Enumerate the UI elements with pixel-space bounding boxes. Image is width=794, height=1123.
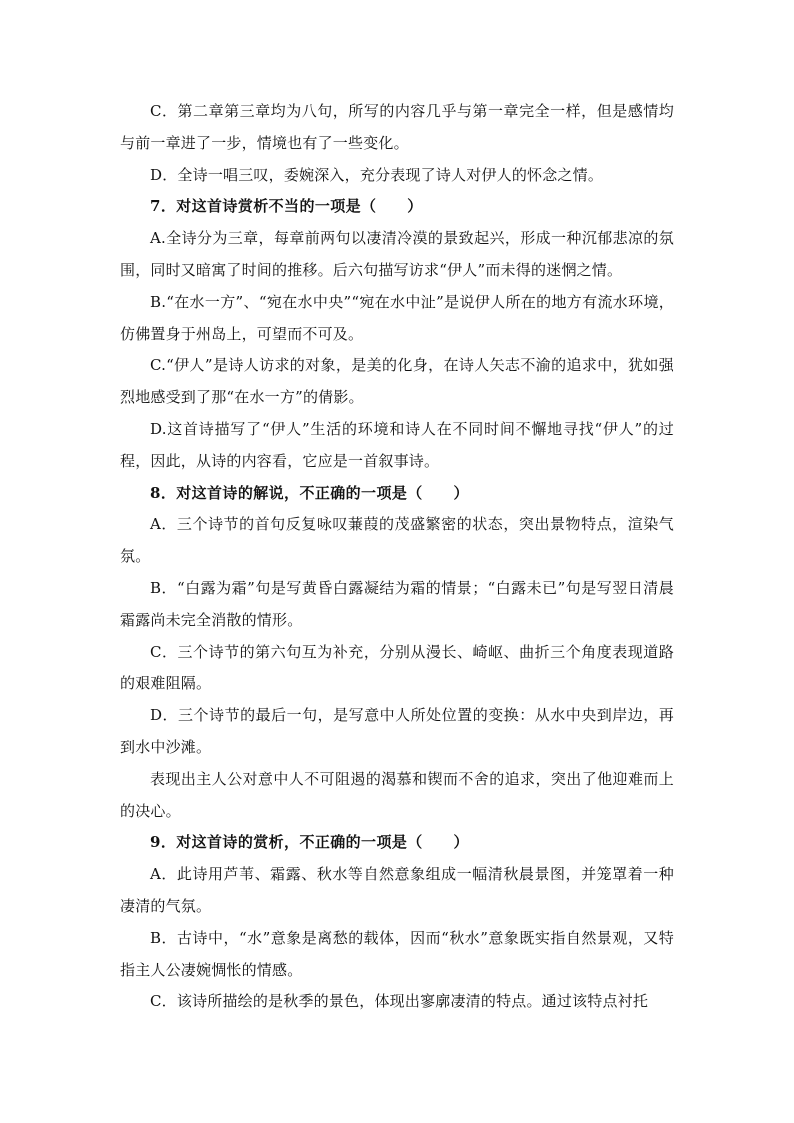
q7-option-d: D.这首诗描写了“伊人”生活的环境和诗人在不同时间不懈地寻找“伊人”的过程，因此，从诗的内容看，它应是一首叙事诗。 (120, 419, 674, 470)
document-body (120, 96, 674, 1018)
q8-option-d-continued: 表现出主人公对意中人不可阻遏的渴慕和锲而不舍的追求，突出了他迎难而上的决心。 (120, 769, 674, 820)
option-d-line: D．全诗一唱三叹，委婉深入，充分表现了诗人对伊人的怀念之情。 (150, 165, 604, 184)
q8-option-a: A．三个诗节的首句反复咏叹蒹葭的茂盛繁密的状态，突出景物特点，渲染气氛。 (120, 515, 674, 566)
question-9: 9．对这首诗的赏析，不正确的一项是（ ） (150, 833, 469, 852)
q9-option-c: C．该诗所描绘的是秋季的景色，体现出寥廓凄清的特点。通过该特点衬托 (150, 992, 649, 1011)
q7-option-c: C.“伊人”是诗人访求的对象，是美的化身，在诗人矢志不渝的追求中，犹如强烈地感受到了那“在水一方”的倩影。 (120, 356, 674, 407)
option-c-line: C．第二章第三章均为八句，所写的内容几乎与第一章完全一样，但是感情均与前一章进了一步，情境也有了一些变化。 (120, 102, 674, 152)
q9-option-a: A．此诗用芦苇、霜露、秋水等自然意象组成一幅清秋晨景图，并笼罩着一种凄清的气氛。 (120, 865, 674, 915)
q7-option-a: A.全诗分为三章，每章前两句以凄清冷漠的景致起兴，形成一种沉郁悲凉的氛围，同时又暗寓了时间的推移。后六句描写访求“伊人”而未得的迷惘之情。 (120, 229, 674, 279)
question-7: 7．对这首诗赏析不当的一项是（ ） (150, 197, 423, 216)
q8-option-d: D．三个诗节的最后一句，是写意中人所处位置的变换：从水中央到岸边，再到水中沙滩。 (120, 706, 674, 756)
q8-option-c: C．三个诗节的第六句互为补充，分别从漫长、崎岖、曲折三个角度表现道路的艰难阻隔。 (120, 642, 674, 693)
q8-option-b: B．“白露为霜”句是写黄昏白露凝结为霜的情景；“白露未已”句是写翌日清晨霜露尚未完全消散的情形。 (120, 578, 674, 629)
q9-option-b: B．古诗中，“水”意象是离愁的载体，因而“秋水”意象既实指自然景观，又特指主人公凄婉惆怅的情感。 (120, 928, 674, 979)
q7-option-b: B.“在水一方”、“宛在水中央”“宛在水中沚”是说伊人所在的地方有流水环境，仿佛置身于州岛上，可望而不可及。 (120, 292, 674, 343)
question-8: 8．对这首诗的解说，不正确的一项是（ ） (150, 483, 469, 502)
